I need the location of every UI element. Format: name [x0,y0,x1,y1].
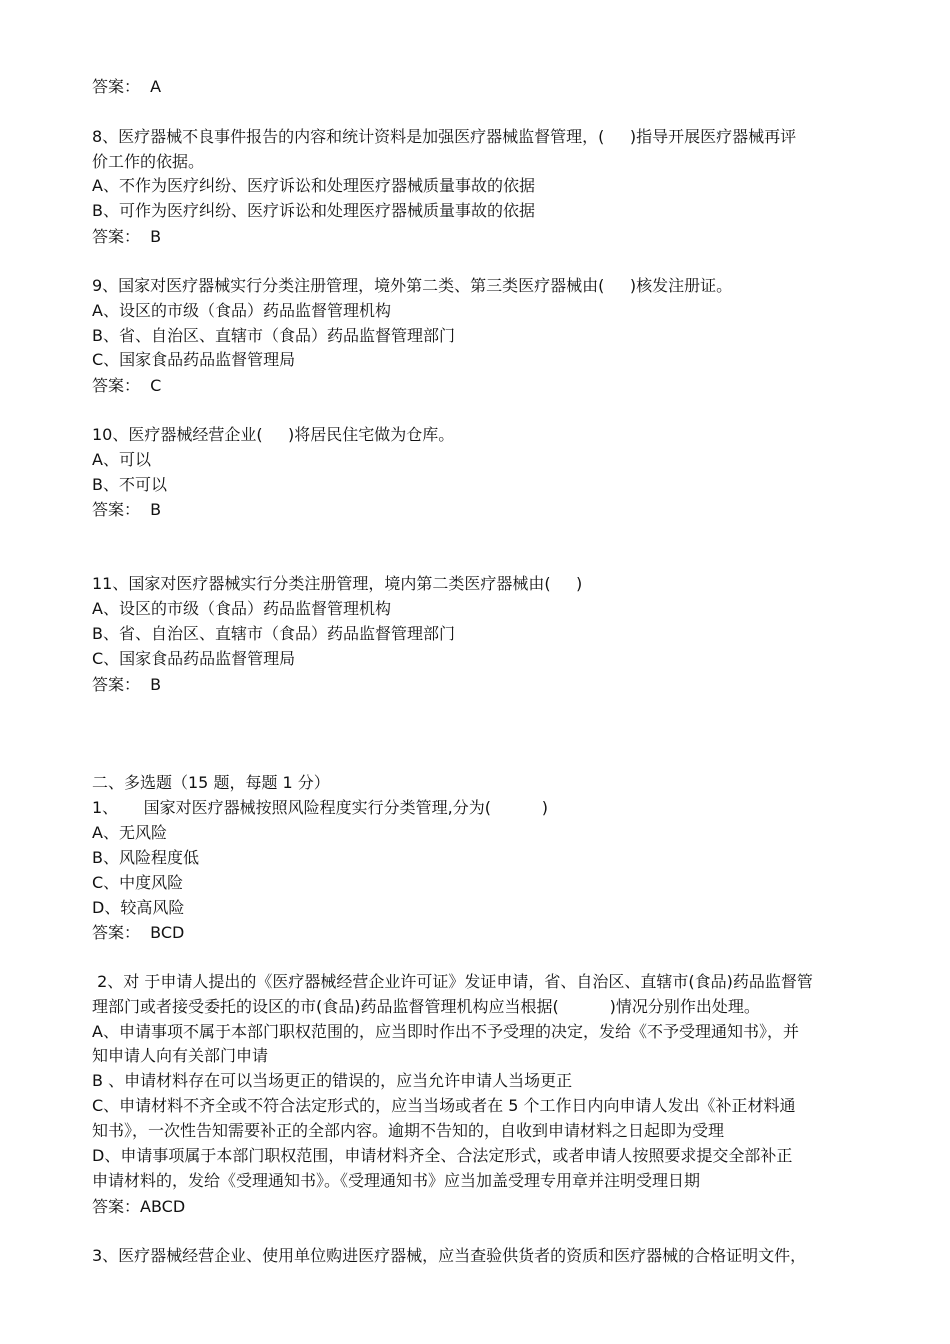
option-c: C、国家食品药品监督管理局 [92,350,296,369]
section-heading-multi-choice: 二、多选题（15 题，每题 1 分） [92,773,330,792]
answer-line: 答案： B [92,675,162,694]
option-b: B、风险程度低 [92,848,199,867]
option-c: C、国家食品药品监督管理局 [92,649,296,668]
option-c: C、申请材料不齐全或不符合法定形式的，应当当场或者在 5 个工作日内向申请人发出《补正材料通 [92,1096,796,1115]
answer-line: 答案： A [92,77,162,96]
question-9: 9、国家对医疗器械实行分类注册管理，境外第二类、第三类医疗器械由( )核发注册证。 [92,276,733,295]
option-a: A、无风险 [92,823,167,842]
question-8-cont: 价工作的依据。 [92,152,205,171]
answer-line: 答案：ABCD [92,1197,186,1216]
option-a: A、不作为医疗纠纷、医疗诉讼和处理医疗器械质量事故的依据 [92,176,535,195]
option-b: B、可作为医疗纠纷、医疗诉讼和处理医疗器械质量事故的依据 [92,201,535,220]
answer-line: 答案： BCD [92,923,185,942]
option-d: D、较高风险 [92,898,185,917]
question-multi-3: 3、医疗器械经营企业、使用单位购进医疗器械，应当查验供货者的资质和医疗器械的合格证明文件， [92,1246,807,1265]
question-multi-1: 1、 国家对医疗器械按照风险程度实行分类管理,分为( ) [92,798,549,817]
answer-line: 答案： B [92,500,162,519]
question-8: 8、医疗器械不良事件报告的内容和统计资料是加强医疗器械监督管理，( )指导开展医疗器械再评 [92,127,797,146]
option-b: B、省、自治区、直辖市（食品）药品监督管理部门 [92,326,455,345]
question-10: 10、医疗器械经营企业( )将居民住宅做为仓库。 [92,425,455,444]
option-a: A、设区的市级（食品）药品监督管理机构 [92,599,391,618]
option-a-cont: 知申请人向有关部门申请 [92,1046,269,1065]
option-c: C、中度风险 [92,873,184,892]
option-a: A、申请事项不属于本部门职权范围的，应当即时作出不予受理的决定，发给《不予受理通知书》，并 [92,1022,799,1041]
option-b: B、不可以 [92,475,167,494]
option-c-cont: 知书》，一次性告知需要补正的全部内容。逾期不告知的，自收到申请材料之日起即为受理 [92,1121,725,1140]
question-11: 11、国家对医疗器械实行分类注册管理，境内第二类医疗器械由( ) [92,574,583,593]
option-d: D、申请事项属于本部门职权范围，申请材料齐全、合法定形式，或者申请人按照要求提交全部补正 [92,1146,793,1165]
question-multi-2: 2、对 于申请人提出的《医疗器械经营企业许可证》发证申请，省、自治区、直辖市(食品)药品监督管 [92,972,813,991]
option-d-cont: 申请材料的，发给《受理通知书》。《受理通知书》应当加盖受理专用章并注明受理日期 [92,1171,701,1190]
option-a: A、可以 [92,450,151,469]
question-multi-2-cont: 理部门或者接受委托的设区的市(食品)药品监督管理机构应当根据( )情况分别作出处理。 [92,997,760,1016]
option-a: A、设区的市级（食品）药品监督管理机构 [92,301,391,320]
option-b: B 、申请材料存在可以当场更正的错误的，应当允许申请人当场更正 [92,1071,573,1090]
answer-line: 答案： C [92,376,162,395]
option-b: B、省、自治区、直辖市（食品）药品监督管理部门 [92,624,455,643]
answer-line: 答案： B [92,227,162,246]
